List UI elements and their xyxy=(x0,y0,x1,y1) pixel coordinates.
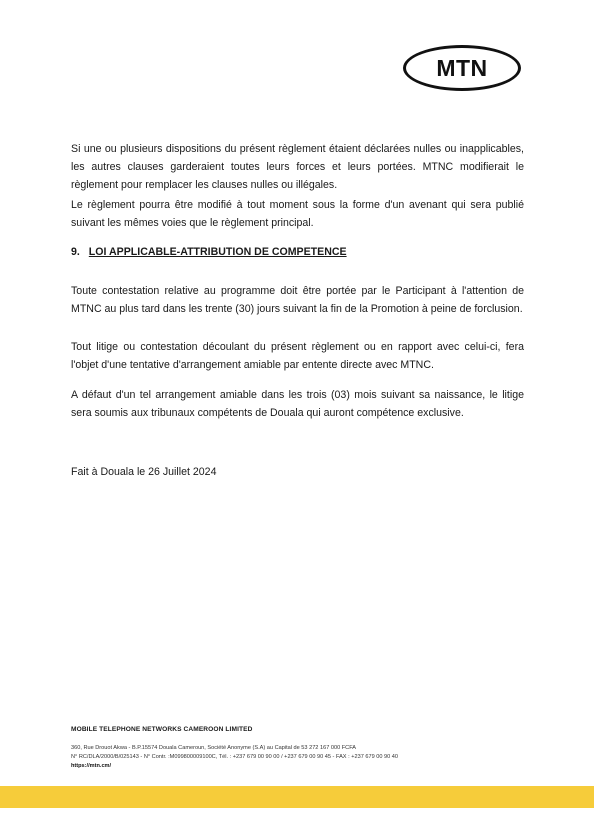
paragraph-nullity-clause: Si une ou plusieurs dispositions du présent règlement étaient déclarées nulles ou inapplicables, les autres clauses garderaient toutes leurs forces et leurs portées. MTNC modifierait le règlement pour remplacer les clauses nulles ou illégales. xyxy=(71,143,524,191)
paragraph-amendment: Le règlement pourra être modifié à tout moment sous la forme d'un avenant qui sera publié suivant les mêmes voies que le règlement principal. xyxy=(71,199,524,229)
footer-url-link[interactable]: https://mtn.cm/ xyxy=(71,763,112,769)
section-title: LOI APPLICABLE-ATTRIBUTION DE COMPETENCE xyxy=(88,246,347,258)
signoff-date: Fait à Douala le 26 Juillet 2024 xyxy=(71,466,217,478)
footer-registration: N° RC/DLA/2000/B/025143 - N° Contr. :M099800009100C, Tél. : +237 679 00 90 00 / +237 679 00 90 45 - FAX : +237 679 00 90 40 xyxy=(71,754,399,760)
footer-address: 360, Rue Drouot Akwa - B.P.15574 Douala Cameroun, Société Anonyme (S.A) au Capital de 53 272 167 000 FCFA xyxy=(71,745,357,751)
footer-company-name: MOBILE TELEPHONE NETWORKS CAMEROON LIMITED xyxy=(71,726,253,733)
mtn-logo xyxy=(403,45,521,91)
paragraph-contestation: Toute contestation relative au programme doit être portée par le Participant à l'attention de MTNC au plus tard dans les trente (30) jours suivant la fin de la Promotion à peine de forclusion. xyxy=(71,285,524,315)
mtn-logo-text: MTN xyxy=(436,54,488,81)
section-heading xyxy=(71,246,347,258)
section-number: 9. xyxy=(71,246,80,258)
paragraph-jurisdiction: A défaut d'un tel arrangement amiable dans les trois (03) mois suivant sa naissance, le litige sera soumis aux tribunaux compétents de Douala qui auront compétence exclusive. xyxy=(71,389,524,419)
footer-yellow-band xyxy=(0,786,594,808)
paragraph-litigation: Tout litige ou contestation découlant du présent règlement ou en rapport avec celui-ci, fera l'objet d'une tentative d'arrangement amiable par entente directe avec MTNC. xyxy=(71,341,524,371)
